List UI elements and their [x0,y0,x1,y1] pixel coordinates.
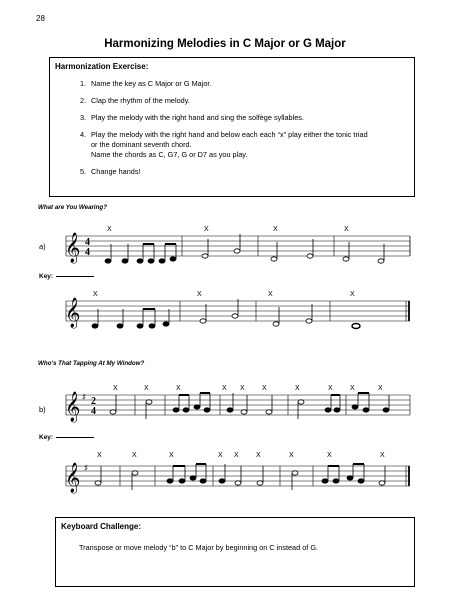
note [204,408,210,412]
note [194,405,200,409]
note [232,314,238,318]
exercise-heading: Harmonization Exercise: [55,62,149,71]
chord-marker: X [113,385,118,392]
note [190,476,196,480]
time-signature-top: 2 [91,396,96,407]
note [159,259,165,263]
note [95,481,101,485]
time-signature-bottom: 4 [91,406,96,417]
time-signature-bottom: 4 [85,247,90,258]
key-signature-sharp: ♯ [82,393,87,403]
note [325,408,331,412]
note [235,481,241,485]
chord-marker: X [350,291,355,298]
note [149,324,155,328]
chord-marker: X [344,226,349,233]
note [132,471,138,475]
note [219,479,225,483]
note [167,479,173,483]
note [358,479,364,483]
chord-marker: X [328,385,333,392]
note [137,259,143,263]
note [334,408,340,412]
exercise-item: 2. Clap the rhythm of the melody. [80,96,190,105]
chord-marker: X [204,226,209,233]
note [105,259,111,263]
note [306,319,312,323]
chord-marker: X [169,452,174,459]
note [234,249,240,253]
chord-marker: X [234,452,239,459]
song-a-title: What are You Wearing? [38,204,107,211]
chord-marker: X [93,291,98,298]
time-signature-top: 4 [85,237,90,248]
chord-marker: X [176,385,181,392]
chord-marker: X [144,385,149,392]
chord-marker: X [268,291,273,298]
note [179,479,185,483]
note [200,319,206,323]
chord-marker: X [132,452,137,459]
note [170,257,176,261]
song-b-label: b) [39,405,46,414]
note [117,324,123,328]
song-a-key: Key: [39,273,94,280]
note [148,259,154,263]
chord-marker: X [240,385,245,392]
key-answer-line[interactable] [56,437,94,438]
note [307,254,313,258]
note [379,481,385,485]
challenge-heading: Keyboard Challenge: [61,522,142,531]
chord-marker: X [295,385,300,392]
chord-marker: X [197,291,202,298]
note [122,259,128,263]
note [200,479,206,483]
chord-marker: X [350,385,355,392]
challenge-text: Transpose or move melody “b” to C Major by beginning on C instead of G. [79,543,319,552]
note [298,400,304,404]
chord-marker: X [380,452,385,459]
treble-clef-icon: 𝄞 [65,392,81,422]
chord-marker: X [256,452,261,459]
note [322,479,328,483]
page-title: Harmonizing Melodies in C Major or G Major [104,38,346,50]
exercise-item: 3. Play the melody with the right hand and sing the solfège syllables. [80,113,304,122]
treble-clef-icon: 𝄞 [65,233,81,263]
chord-marker: X [222,385,227,392]
note [163,322,169,326]
chord-marker: X [262,385,267,392]
note [266,410,272,414]
note [292,471,298,475]
song-b-title: Who’s That Tapping At My Window? [38,360,145,367]
note [343,257,349,261]
exercise-item: 4. Play the melody with the right hand and below each each “x” play either the tonic triad or the dominant seventh chord. Name the chords as C, G7, G or D7 as you play. [80,130,368,159]
treble-clef-icon: 𝄞 [65,298,81,328]
note [146,400,152,404]
note [92,324,98,328]
note [363,408,369,412]
note [347,476,353,480]
note [257,481,263,485]
page-number: 28 [36,14,45,23]
note [271,257,277,261]
note [227,408,233,412]
note [273,322,279,326]
note [202,254,208,258]
exercise-item: 5. Change hands! [80,167,141,176]
key-signature-sharp: ♯ [84,464,89,474]
exercise-item: 1. Name the key as C Major or G Major. [80,79,212,88]
note [378,259,384,263]
note [137,324,143,328]
whole-note [352,324,360,329]
chord-marker: X [378,385,383,392]
chord-marker: X [289,452,294,459]
note [183,408,189,412]
chord-marker: X [97,452,102,459]
song-a-label: a) [39,242,46,251]
note [352,405,358,409]
note [173,408,179,412]
chord-marker: X [327,452,332,459]
treble-clef-icon: 𝄞 [65,463,81,493]
chord-marker: X [273,226,278,233]
note [383,408,389,412]
note [241,410,247,414]
note [333,479,339,483]
chord-marker: X [107,226,112,233]
keyboard-challenge-box [55,517,415,587]
note [110,410,116,414]
chord-marker: X [218,452,223,459]
song-b-key: Key: [39,434,94,441]
